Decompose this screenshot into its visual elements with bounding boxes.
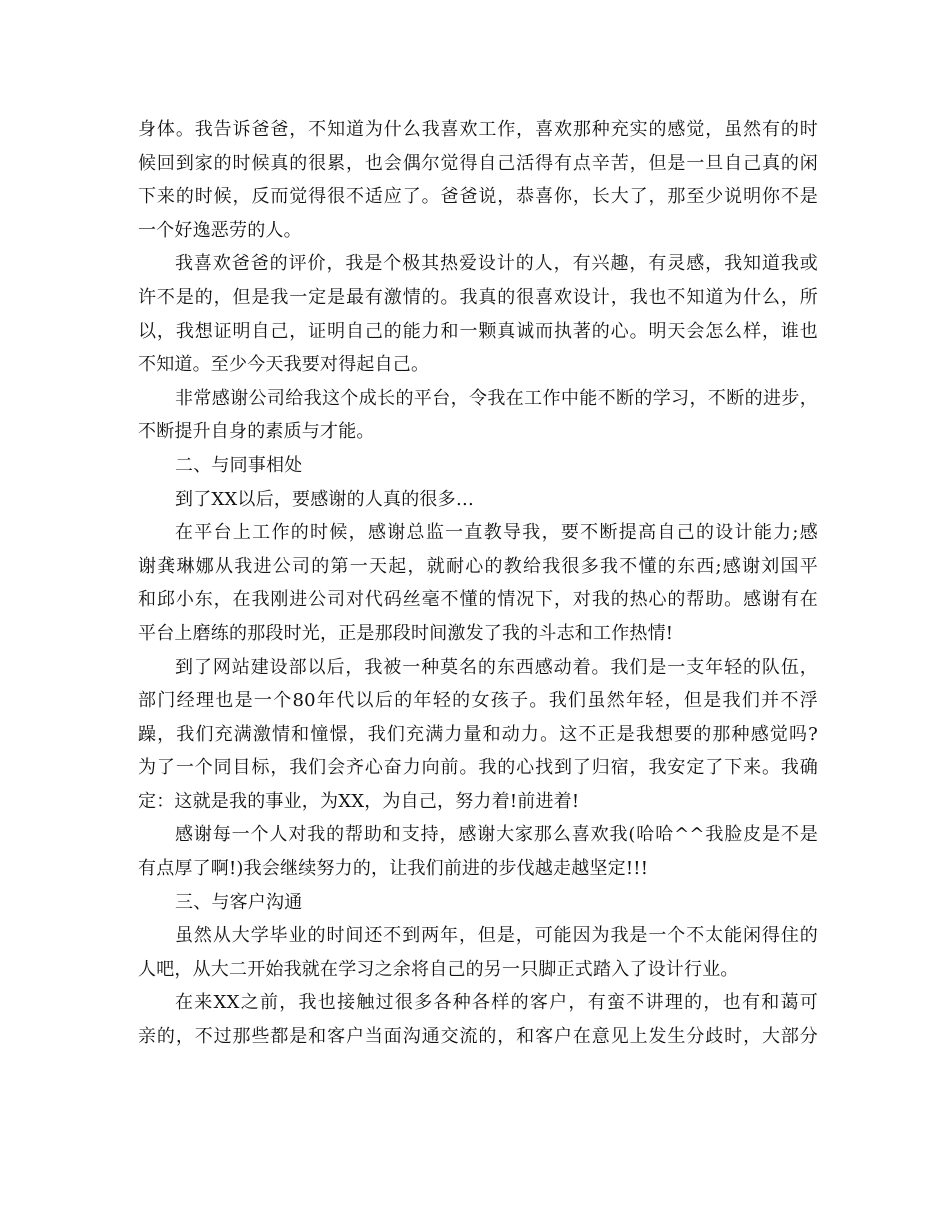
text-line: 谢龚琳娜从我进公司的第一天起，就耐心的教给我很多我不懂的东西;感谢刘国平: [138, 555, 818, 577]
text-line: 人吧，从大二开始我就在学习之余将自己的另一只脚正式踏入了设计行业。: [138, 958, 739, 980]
text-line: 到了XX以后，要感谢的人真的很多…: [175, 488, 475, 510]
text-line: 许不是的，但是我一定是最有激情的。我真的很喜欢设计，我也不知道为什么，所: [138, 286, 818, 308]
text-line: 下来的时候，反而觉得很不适应了。爸爸说，恭喜你，长大了，那至少说明你不是: [138, 186, 818, 208]
text-line: 非常感谢公司给我这个成长的平台，令我在工作中能不断的学习，不断的进步，: [175, 387, 818, 409]
text-line: 候回到家的时候真的很累，也会偶尔觉得自己活得有点辛苦，但是一旦自己真的闲: [138, 152, 818, 174]
text-line: 和邱小东，在我刚进公司对代码丝毫不懂的情况下，对我的热心的帮助。感谢有在: [138, 589, 818, 611]
text-line: 定：这就是我的事业，为XX，为自己，努力着!前进着!: [138, 790, 580, 812]
text-line: 到了网站建设部以后，我被一种莫名的东西感动着。我们是一支年轻的队伍，: [175, 656, 818, 678]
text-line: 我喜欢爸爸的评价，我是个极其热爱设计的人，有兴趣，有灵感，我知道我或: [175, 253, 818, 275]
body-text: [138, 113, 818, 1054]
text-line: 不知道。至少今天我要对得起自己。: [138, 354, 430, 376]
text-line: 为了一个同目标，我们会齐心奋力向前。我的心找到了归宿，我安定了下来。我确: [138, 757, 818, 779]
text-line: 在来XX之前，我也接触过很多各种各样的客户，有蛮不讲理的，也有和蔼可: [175, 992, 818, 1014]
text-line: 平台上磨练的那段时光，正是那段时间激发了我的斗志和工作热情!: [138, 622, 674, 644]
text-line: 亲的，不过那些都是和客户当面沟通交流的，和客户在意见上发生分歧时，大部分: [138, 1026, 818, 1048]
text-line: 三、与客户沟通: [175, 891, 303, 913]
text-line: 以，我想证明自己，证明自己的能力和一颗真诚而执著的心。明天会怎么样，谁也: [138, 320, 818, 342]
text-line: 有点厚了啊!)我会继续努力的，让我们前进的步伐越走越坚定!!!: [138, 858, 649, 880]
text-line: 一个好逸恶劳的人。: [138, 219, 302, 241]
text-line: 感谢每一个人对我的帮助和支持，感谢大家那么喜欢我(哈哈^^我脸皮是不是: [175, 824, 818, 846]
text-line: 二、与同事相处: [175, 454, 303, 476]
text-line: 虽然从大学毕业的时间还不到两年，但是，可能因为我是一个不太能闲得住的: [175, 925, 818, 947]
text-line: 在平台上工作的时候，感谢总监一直教导我，要不断提高自己的设计能力;感: [175, 522, 818, 544]
text-line: 不断提升自身的素质与才能。: [138, 421, 375, 443]
text-line: 身体。我告诉爸爸，不知道为什么我喜欢工作，喜欢那种充实的感觉，虽然有的时: [138, 119, 818, 140]
text-line: 部门经理也是一个80年代以后的年轻的女孩子。我们虽然年轻，但是我们并不浮: [138, 690, 818, 712]
text-line: 躁，我们充满激情和憧憬，我们充满力量和动力。这不正是我想要的那种感觉吗?: [138, 723, 818, 745]
